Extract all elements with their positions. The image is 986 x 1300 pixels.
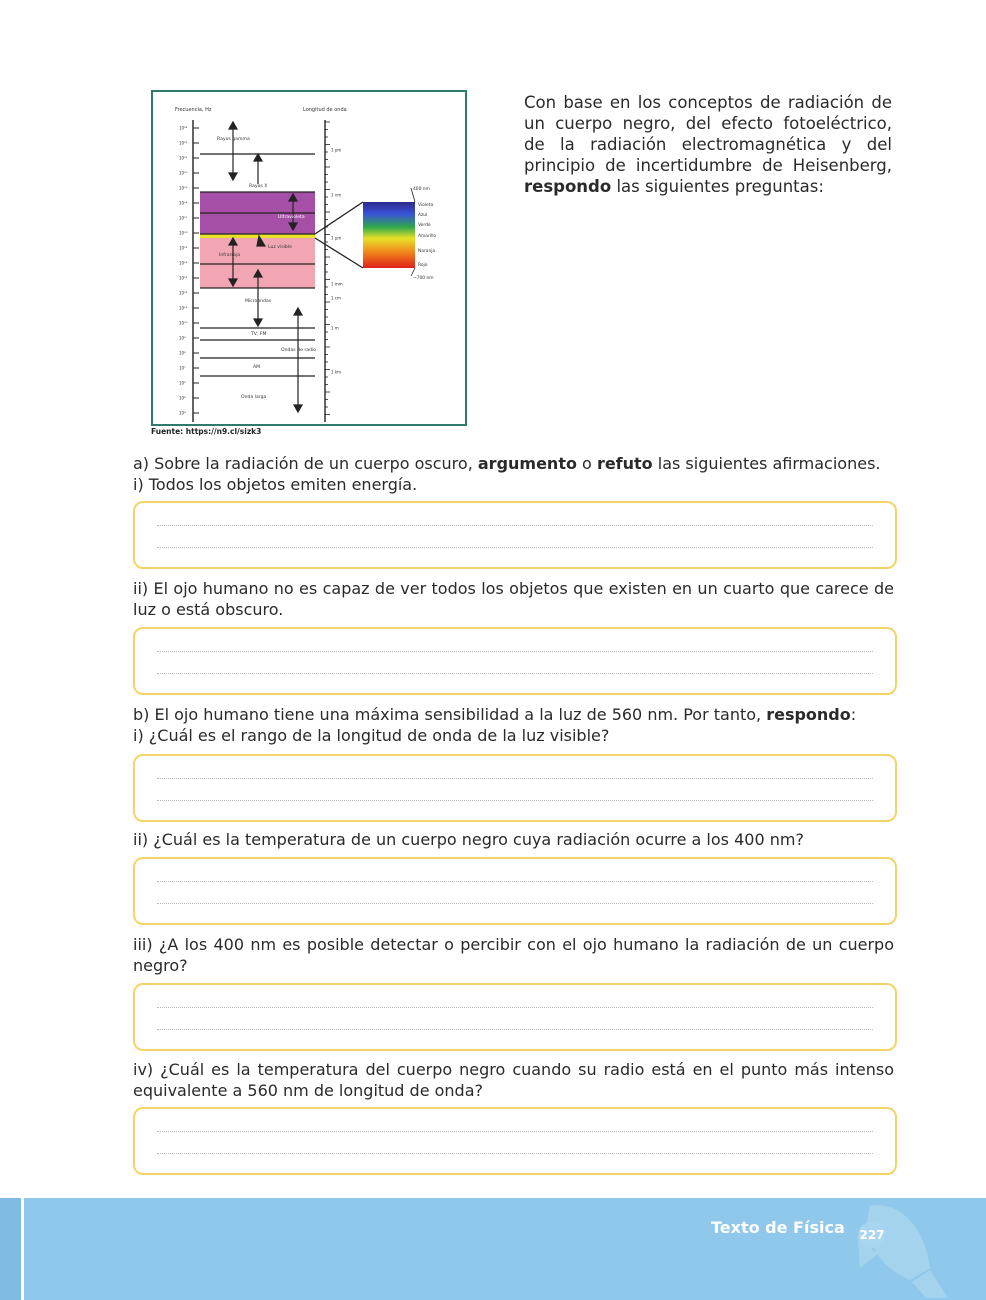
section-a-mid: o [576, 454, 597, 473]
visible-spectrum-bar [363, 202, 415, 268]
intro-text: Con base en los conceptos de radiación de un cuerpo negro, del efecto fotoeléctrico, de la radiación electromagnética y del principio de incertidumbre de Heisenberg, [524, 93, 892, 175]
freq-axis-label: Frecuencia, Hz [175, 107, 212, 113]
wave-axis-label: Longitud de onda [303, 107, 347, 113]
intro-paragraph [524, 92, 892, 197]
band-radio: Ondas de radio [281, 348, 317, 353]
section-a-bold2: refuto [596, 454, 653, 473]
visible-band [200, 234, 315, 238]
wave-tick-label: 1 cm [331, 295, 341, 301]
freq-tick-label: 10¹² [179, 290, 188, 296]
band-microwave: Microondas [245, 299, 272, 304]
color-yellow: Amarillo [418, 234, 437, 239]
answer-box-a-ii[interactable] [133, 627, 897, 695]
spectrum-top-label: 400 nm [413, 187, 430, 192]
band-ir: Infrarroja [219, 253, 241, 258]
freq-tick-label: 10¹⁹ [179, 185, 188, 191]
freq-tick-label: 10¹⁵ [179, 245, 188, 251]
freq-tick-label: 10⁶ [179, 380, 186, 386]
freq-tick-label: 10¹⁰ [179, 320, 188, 326]
section-a-text: a) Sobre la radiación de un cuerpo oscuro, [133, 454, 478, 473]
section-b-post: : [850, 705, 857, 724]
color-orange: Naranja [418, 249, 436, 254]
freq-tick-label: 10⁷ [179, 365, 186, 371]
freq-tick-label: 10¹³ [179, 275, 188, 281]
spectrum-diagram [153, 92, 465, 424]
question-a-ii: ii) El ojo humano no es capaz de ver todos los objetos que existen en un cuarto que carece de luz o está obscuro. [133, 579, 894, 619]
answer-box-b-iii[interactable] [133, 983, 897, 1051]
section-b-bold: respondo [766, 705, 851, 724]
freq-tick-label: 10⁹ [179, 335, 186, 341]
band-am: AM [253, 365, 261, 370]
wave-tick-label: 1 mm [331, 281, 343, 287]
spectrum-bottom-label: ~700 nm [413, 276, 434, 281]
rocket-icon [830, 1198, 970, 1300]
color-red: Rojo [418, 263, 428, 268]
footer-title: Texto de Física [711, 1218, 845, 1237]
section-b-text: b) El ojo humano tiene una máxima sensibilidad a la luz de 560 nm. Por tanto, [133, 705, 767, 724]
question-a-i: i) Todos los objetos emiten energía. [133, 475, 418, 494]
answer-box-a-i[interactable] [133, 501, 897, 569]
section-b-heading [133, 704, 894, 725]
color-violet: Violeta [418, 203, 434, 208]
color-blue: Azul [418, 213, 428, 218]
band-xray: Rayos X [249, 184, 268, 189]
wave-tick-label: 1 µm [331, 235, 342, 241]
page-footer [0, 1198, 986, 1300]
band-uv: Ultravioleta [278, 215, 305, 220]
footer-edge [0, 1198, 24, 1300]
freq-tick-label: 10²⁴ [179, 125, 188, 131]
wave-tick-label: 1 pm [331, 147, 342, 153]
freq-tick-label: 10¹⁷ [179, 215, 188, 221]
question-b-iv: iv) ¿Cuál es la temperatura del cuerpo negro cuando su radio está en el punto más intenso equivalente a 560 nm de longitud de onda? [133, 1060, 894, 1100]
wave-tick-label: 1 km [331, 369, 342, 375]
wave-tick-label: 1 nm [331, 192, 342, 198]
intro-text-end: las siguientes preguntas: [611, 177, 824, 196]
band-visible: Luz visible [268, 245, 292, 250]
freq-tick-label: 10²⁰ [179, 170, 188, 176]
freq-tick-label: 10⁵ [179, 395, 186, 401]
figure-source: Fuente: https://n9.cl/sizk3 [151, 427, 262, 436]
question-b-i: i) ¿Cuál es el rango de la longitud de onda de la luz visible? [133, 726, 610, 745]
freq-tick-label: 10¹⁶ [179, 230, 188, 236]
answer-box-b-i[interactable] [133, 754, 897, 822]
freq-tick-label: 10⁸ [179, 350, 186, 356]
wave-tick-label: 1 m [331, 325, 339, 331]
freq-tick-label: 10²¹ [179, 155, 188, 161]
question-b-ii: ii) ¿Cuál es la temperatura de un cuerpo negro cuya radiación ocurre a los 400 nm? [133, 830, 804, 849]
section-a-post: las siguientes afirmaciones. [652, 454, 881, 473]
freq-tick-label: 10²² [179, 140, 188, 146]
freq-tick-label: 10¹¹ [179, 305, 188, 311]
band-longwave: Onda larga [241, 395, 267, 400]
freq-tick-label: 10⁴ [179, 410, 186, 416]
question-b-iii: iii) ¿A los 400 nm es posible detectar o percibir con el ojo humano la radiación de un cuerpo negro? [133, 935, 894, 975]
answer-box-b-ii[interactable] [133, 857, 897, 925]
freq-tick-label: 10¹⁸ [179, 200, 188, 206]
freq-tick-label: 10¹⁴ [179, 260, 188, 266]
freq-ticks [179, 126, 199, 416]
color-green: Verde [418, 223, 431, 228]
spectrum-figure [151, 90, 467, 426]
section-a-heading [133, 453, 894, 474]
section-a-bold1: argumento [477, 454, 577, 473]
answer-box-b-iv[interactable] [133, 1107, 897, 1175]
band-gamma: Rayos gamma [217, 137, 250, 142]
intro-bold: respondo [524, 177, 612, 196]
page-number: 227 [858, 1222, 886, 1248]
wave-ticks [325, 122, 343, 415]
band-tvfm: TV, FM [251, 332, 267, 337]
